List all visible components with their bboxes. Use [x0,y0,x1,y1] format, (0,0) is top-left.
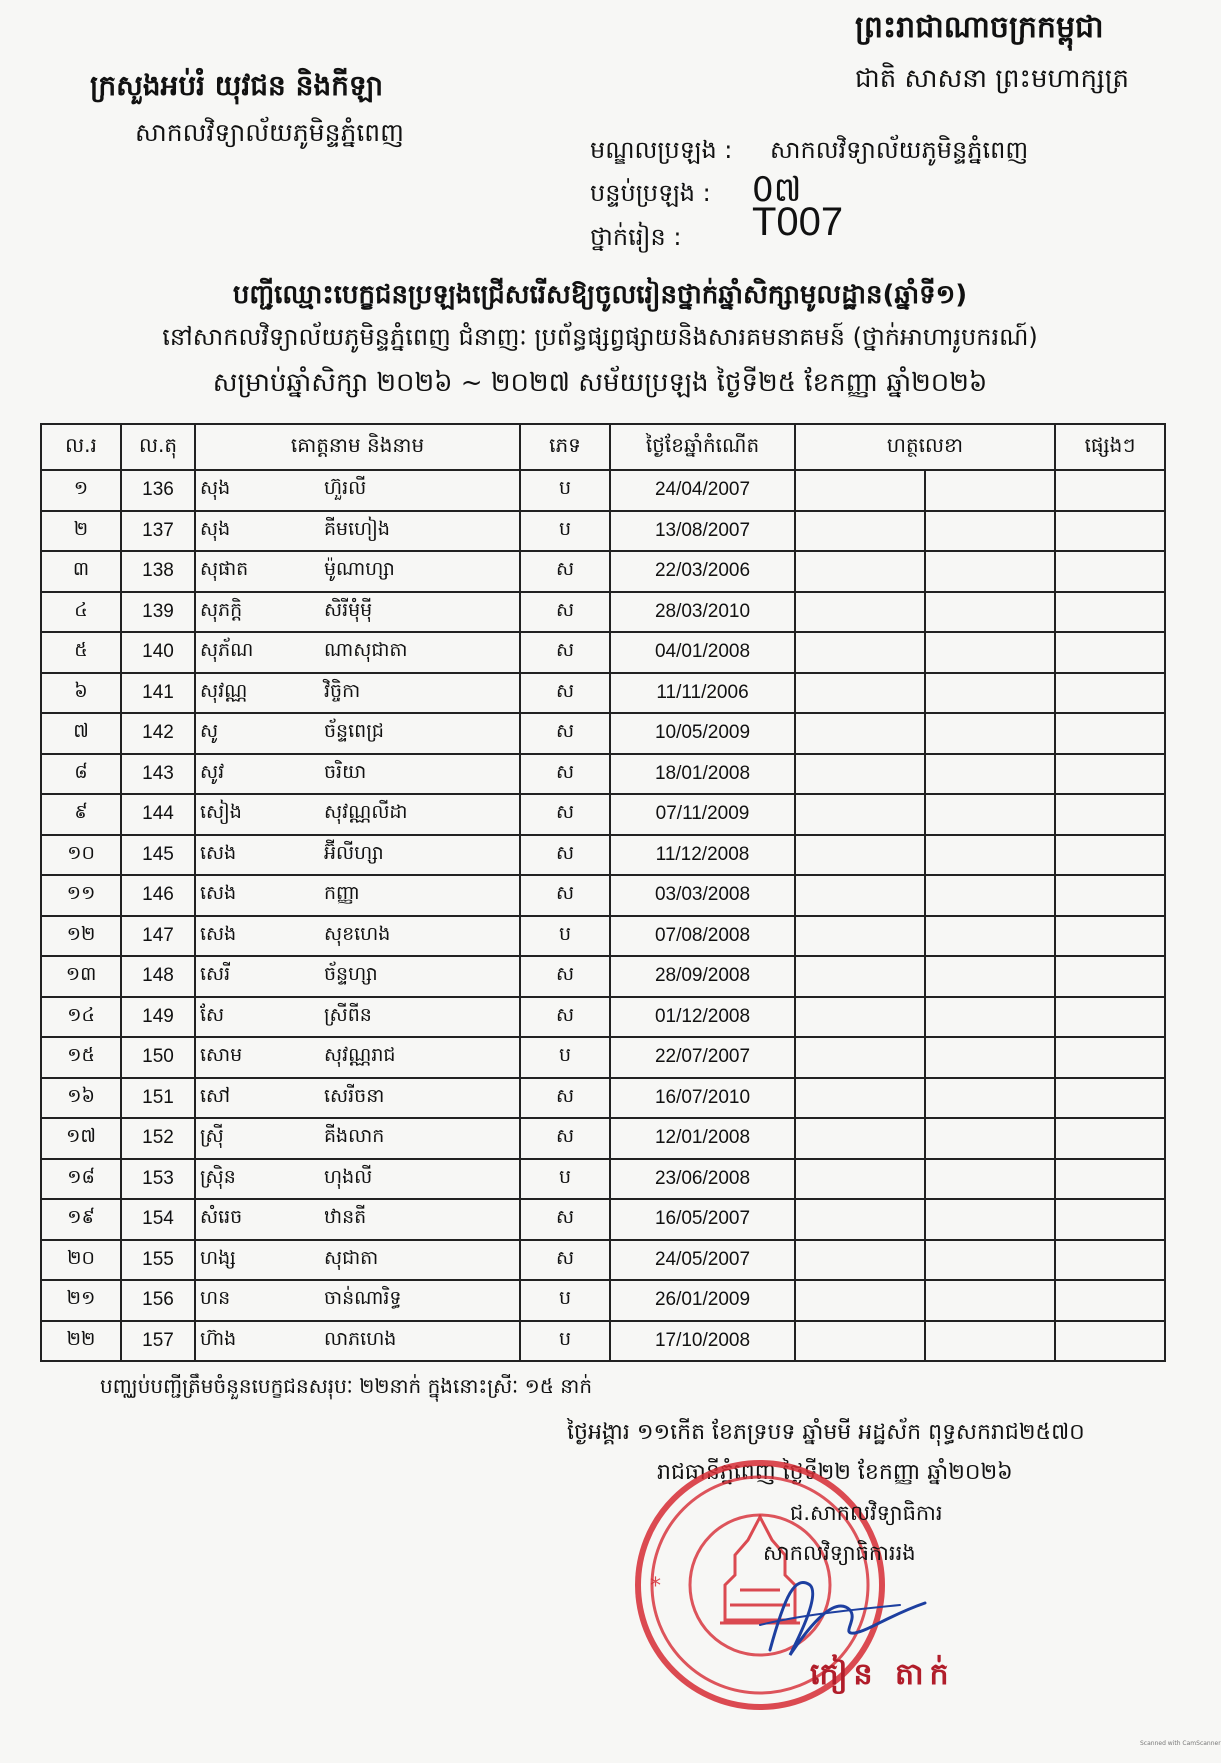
cell-signature-right [925,470,1055,511]
candidate-name [200,1286,515,1314]
cell-sex: ប [520,470,610,511]
cell-signature-left [795,673,925,714]
family-name: ហង្ស [200,1246,236,1269]
cell-sex: ប [520,1321,610,1362]
family-name: សុភ័ណ [200,639,254,662]
cell-name [195,673,520,714]
family-name: ស្រ៊ី [200,1125,224,1148]
cell-signature-right [925,1118,1055,1159]
table-row [41,551,1165,592]
cell-signature-right [925,875,1055,916]
candidate-name [200,1246,515,1274]
family-name: សៅ [200,1084,231,1107]
given-name: ច័ន្ទហ្សា [324,963,378,986]
col-header-other: ផ្សេងៗ [1055,424,1165,470]
table-row [41,673,1165,714]
cell-signature-right [925,1159,1055,1200]
city-date: រាជធានីភ្នំពេញ ថ្ងៃទី២២ ខែកញ្ញា ឆ្នាំ២០២៦ [657,1460,1013,1485]
cell-no: ១០ [41,835,121,876]
cell-signature-left [795,875,925,916]
cell-desk-id: 144 [121,794,195,835]
cell-dob: 18/01/2008 [610,754,795,795]
cell-signature-left [795,754,925,795]
col-header-signature: ហត្ថលេខា [795,424,1055,470]
cell-dob: 24/04/2007 [610,470,795,511]
cell-other [1055,997,1165,1038]
cell-other [1055,1321,1165,1362]
national-motto: ជាតិ សាសនា ព្រះមហាក្សត្រ [855,64,1129,94]
table-row [41,1037,1165,1078]
cell-dob: 07/11/2009 [610,794,795,835]
cell-no: ២០ [41,1240,121,1281]
family-name: សុង [200,477,231,500]
cell-sex: ស [520,997,610,1038]
cell-no: ៦ [41,673,121,714]
cell-sex: ស [520,875,610,916]
cell-no: ៨ [41,754,121,795]
cell-signature-left [795,1280,925,1321]
candidate-name [200,1165,515,1193]
cell-desk-id: 153 [121,1159,195,1200]
given-name: ស្រីពីន [324,1003,372,1026]
given-name: សេរីចនា [324,1084,385,1107]
table-row [41,1240,1165,1281]
cell-signature-left [795,470,925,511]
cell-sex: ប [520,1280,610,1321]
cell-name [195,511,520,552]
cell-name [195,1159,520,1200]
given-name: ចរិយា [324,760,367,783]
cell-desk-id: 141 [121,673,195,714]
table-row [41,997,1165,1038]
cell-name [195,916,520,957]
col-header-no: ល.រ [41,424,121,470]
cell-dob: 16/07/2010 [610,1078,795,1119]
table-header-row [41,424,1165,470]
table-row [41,835,1165,876]
class-label: ថ្នាក់រៀន : [590,223,682,251]
given-name: ហុងលី [324,1165,373,1188]
cell-signature-left [795,1159,925,1200]
cell-other [1055,551,1165,592]
table-row [41,916,1165,957]
cell-sex: ប [520,1159,610,1200]
cell-name [195,713,520,754]
cell-name [195,551,520,592]
table-row [41,632,1165,673]
ministry-heading: ក្រសួងអប់រំ យុវជន និងកីឡា [90,69,384,102]
cell-other [1055,632,1165,673]
cell-sex: ស [520,673,610,714]
cell-signature-left [795,794,925,835]
cell-sex: ប [520,511,610,552]
cell-desk-id: 138 [121,551,195,592]
candidate-name [200,841,515,869]
table-row [41,470,1165,511]
cell-signature-right [925,632,1055,673]
cell-signature-left [795,511,925,552]
cell-signature-left [795,916,925,957]
family-name: សេង [200,882,237,905]
cell-desk-id: 155 [121,1240,195,1281]
cell-name [195,470,520,511]
cell-desk-id: 137 [121,511,195,552]
cell-signature-right [925,956,1055,997]
cell-no: ២១ [41,1280,121,1321]
cell-sex: ស [520,956,610,997]
cell-no: ១៦ [41,1078,121,1119]
cell-desk-id: 143 [121,754,195,795]
col-header-id: ល.តុ [121,424,195,470]
cell-signature-left [795,1321,925,1362]
family-name: ហ៊ាង [200,1327,237,1350]
cell-other [1055,754,1165,795]
cell-desk-id: 147 [121,916,195,957]
table-row [41,794,1165,835]
cell-signature-left [795,713,925,754]
family-name: សំរេច [200,1206,243,1229]
cell-signature-right [925,1078,1055,1119]
table-row [41,1280,1165,1321]
cell-no: ១៩ [41,1199,121,1240]
cell-no: ១២ [41,916,121,957]
signer-role-primary: ជ.សាកលវិទ្យាធិការ [790,1501,943,1525]
candidate-name [200,476,515,504]
cell-signature-right [925,551,1055,592]
cell-name [195,997,520,1038]
cell-signature-right [925,1240,1055,1281]
cell-signature-right [925,794,1055,835]
cell-signature-left [795,1037,925,1078]
cell-signature-right [925,592,1055,633]
cell-name [195,875,520,916]
cell-other [1055,713,1165,754]
family-name: សោម [200,1044,243,1067]
cell-signature-left [795,997,925,1038]
given-name: ម៉ូណាហ្សា [324,558,395,581]
cell-desk-id: 156 [121,1280,195,1321]
given-name: សុជាតា [324,1246,379,1269]
family-name: សុង [200,517,231,540]
given-name: ណាសុជាតា [324,639,408,662]
candidate-table [40,423,1166,1362]
cell-dob: 16/05/2007 [610,1199,795,1240]
cell-no: ៤ [41,592,121,633]
cell-name [195,632,520,673]
cell-signature-left [795,1199,925,1240]
given-name: វិច្ចិកា [324,679,361,702]
cell-no: ២២ [41,1321,121,1362]
family-name: សេង [200,922,237,945]
cell-sex: ប [520,1037,610,1078]
family-name: សុភក្តិ [200,598,243,621]
cell-signature-right [925,1321,1055,1362]
cell-signature-right [925,835,1055,876]
cell-no: ១១ [41,875,121,916]
lunar-date: ថ្ងៃអង្គារ ១១កើត ខែភទ្របទ ឆ្នាំមមី អដ្ឋស័ក ពុទ្ធសករាជ២៥៧០ [567,1420,1085,1445]
cell-signature-left [795,551,925,592]
candidate-name [200,1327,515,1355]
candidate-name [200,760,515,788]
candidate-name [200,557,515,585]
table-row [41,1321,1165,1362]
cell-other [1055,916,1165,957]
cell-other [1055,875,1165,916]
cell-no: ១៤ [41,997,121,1038]
candidate-table-body [41,470,1165,1361]
cell-desk-id: 152 [121,1118,195,1159]
given-name: លាភហេង [324,1327,397,1350]
family-name: សៀង [200,801,242,824]
cell-desk-id: 151 [121,1078,195,1119]
cell-sex: ស [520,754,610,795]
cell-desk-id: 154 [121,1199,195,1240]
cell-signature-left [795,1118,925,1159]
svg-text:*: * [650,1574,661,1599]
cell-signature-left [795,632,925,673]
cell-dob: 10/05/2009 [610,713,795,754]
table-row [41,1078,1165,1119]
family-name: ហន [200,1287,231,1310]
cell-signature-left [795,956,925,997]
document-title: បញ្ជីឈ្មោះបេក្ខជនប្រឡងជ្រើសរើសឱ្យចូលរៀនថ្នាក់ឆ្នាំសិក្សាមូលដ្ឋាន(ឆ្នាំទី១) [232,280,968,310]
cell-dob: 12/01/2008 [610,1118,795,1159]
cell-no: ១ [41,470,121,511]
candidate-name [200,598,515,626]
cell-other [1055,470,1165,511]
cell-sex: ស [520,713,610,754]
cell-dob: 24/05/2007 [610,1240,795,1281]
table-row [41,1159,1165,1200]
cell-dob: 22/07/2007 [610,1037,795,1078]
candidate-name [200,1205,515,1233]
col-header-sex: ភេទ [520,424,610,470]
cell-other [1055,673,1165,714]
candidate-name [200,679,515,707]
cell-desk-id: 136 [121,470,195,511]
table-row [41,1199,1165,1240]
cell-no: ១៣ [41,956,121,997]
family-name: សេង [200,841,237,864]
cell-signature-left [795,1240,925,1281]
cell-sex: ស [520,1240,610,1281]
given-name: កញ្ញា [324,882,360,905]
cell-signature-left [795,592,925,633]
cell-sex: ប [520,916,610,957]
cell-desk-id: 148 [121,956,195,997]
cell-sex: ស [520,794,610,835]
cell-dob: 11/11/2006 [610,673,795,714]
cell-other [1055,1159,1165,1200]
cell-other [1055,1118,1165,1159]
given-name: គីមហៀង [324,517,390,540]
cell-signature-right [925,1280,1055,1321]
cell-dob: 01/12/2008 [610,997,795,1038]
cell-desk-id: 149 [121,997,195,1038]
cell-desk-id: 139 [121,592,195,633]
given-name: ច័ន្ទពេជ្រ [324,720,384,743]
cell-no: ១៨ [41,1159,121,1200]
cell-dob: 23/06/2008 [610,1159,795,1200]
cell-no: ១៧ [41,1118,121,1159]
cell-other [1055,1078,1165,1119]
cell-signature-left [795,1078,925,1119]
cell-name [195,956,520,997]
exam-center-value: សាកលវិទ្យាល័យភូមិន្ទភ្នំពេញ [770,136,1029,164]
given-name: ចាន់ណារិទ្ធ [324,1287,402,1310]
cell-other [1055,956,1165,997]
table-row [41,875,1165,916]
cell-other [1055,1037,1165,1078]
cell-name [195,1280,520,1321]
cell-dob: 22/03/2006 [610,551,795,592]
cell-dob: 13/08/2007 [610,511,795,552]
cell-dob: 03/03/2008 [610,875,795,916]
cell-signature-right [925,997,1055,1038]
cell-no: ៥ [41,632,121,673]
given-name: សុខហេង [324,922,391,945]
cell-other [1055,1240,1165,1281]
candidate-name [200,517,515,545]
cell-name [195,794,520,835]
cell-sex: ស [520,551,610,592]
family-name: សុផាត [200,558,249,581]
cell-name [195,1037,520,1078]
cell-no: ៧ [41,713,121,754]
cell-signature-right [925,673,1055,714]
cell-desk-id: 157 [121,1321,195,1362]
table-row [41,713,1165,754]
candidate-name [200,922,515,950]
table-row [41,754,1165,795]
cell-other [1055,511,1165,552]
cell-name [195,835,520,876]
cell-dob: 17/10/2008 [610,1321,795,1362]
candidate-name [200,1084,515,1112]
university-name: សាកលវិទ្យាល័យភូមិន្ទភ្នំពេញ [135,118,404,147]
table-row [41,592,1165,633]
cell-name [195,754,520,795]
kingdom-heading: ព្រះរាជាណាចក្រកម្ពុជា [855,10,1104,45]
cell-name [195,1240,520,1281]
cell-no: ១៥ [41,1037,121,1078]
candidate-name [200,719,515,747]
cell-signature-left [795,835,925,876]
candidate-name [200,1124,515,1152]
cell-other [1055,1280,1165,1321]
cell-dob: 11/12/2008 [610,835,795,876]
cell-sex: ស [520,1199,610,1240]
signer-role-secondary: សាកលវិទ្យាធិការរង [763,1541,916,1565]
cell-signature-right [925,511,1055,552]
candidate-name [200,962,515,990]
candidate-name [200,1003,515,1031]
signer-name: កៀន តាក់ [810,1657,955,1692]
cell-signature-right [925,916,1055,957]
cell-dob: 04/01/2008 [610,632,795,673]
cell-name [195,1078,520,1119]
cell-other [1055,592,1165,633]
cell-sex: ស [520,1078,610,1119]
cell-desk-id: 140 [121,632,195,673]
given-name: គីងលាក [324,1125,385,1148]
cell-no: ៩ [41,794,121,835]
cell-sex: ស [520,835,610,876]
cell-signature-right [925,1199,1055,1240]
family-name: ស្រ៊ិន [200,1165,236,1188]
cell-name [195,592,520,633]
given-name: សុវណ្ណលីដា [324,801,408,824]
cell-desk-id: 145 [121,835,195,876]
cell-sex: ស [520,592,610,633]
cell-signature-right [925,754,1055,795]
table-row [41,511,1165,552]
summary-note: បញ្ឈប់បញ្ជីត្រឹមចំនួនបេក្ខជនសរុបៈ ២២នាក់ ក្នុងនោះស្រីៈ ១៥ នាក់ [100,1374,593,1398]
exam-room-value: 0៧ [752,170,802,210]
family-name: សែ [200,1003,225,1026]
exam-room-label: បន្ទប់ប្រឡង : [590,179,711,207]
candidate-name [200,800,515,828]
cell-desk-id: 146 [121,875,195,916]
candidate-name [200,881,515,909]
cell-other [1055,835,1165,876]
family-name: សុវណ្ណ [200,679,248,702]
exam-center-label: មណ្ឌលប្រឡង : [590,136,733,164]
family-name: សេរី [200,963,231,986]
cell-no: ២ [41,511,121,552]
scanner-watermark: Scanned with CamScanner [1140,1740,1221,1747]
given-name: អ៊ីលីហ្សា [324,841,384,864]
cell-desk-id: 142 [121,713,195,754]
given-name: សុវណ្ណរាជ [324,1044,396,1067]
col-header-dob: ថ្ងៃខែឆ្នាំកំណើត [610,424,795,470]
given-name: ហ៊ួរលី [324,477,367,500]
cell-signature-right [925,713,1055,754]
cell-name [195,1321,520,1362]
cell-signature-right [925,1037,1055,1078]
cell-no: ៣ [41,551,121,592]
cell-sex: ស [520,1118,610,1159]
document-session: សម្រាប់ឆ្នាំសិក្សា ២០២៦ ~ ២០២៧ សម័យប្រឡង ថ្ងៃទី២៥ ខែកញ្ញា ឆ្នាំ២០២៦ [212,368,988,398]
family-name: សូវ [200,760,225,783]
cell-dob: 28/03/2010 [610,592,795,633]
cell-other [1055,1199,1165,1240]
cell-dob: 07/08/2008 [610,916,795,957]
cell-name [195,1199,520,1240]
cell-dob: 26/01/2009 [610,1280,795,1321]
table-row [41,1118,1165,1159]
cell-name [195,1118,520,1159]
table-row [41,956,1165,997]
document-subtitle: នៅសាកលវិទ្យាល័យភូមិន្ទភ្នំពេញ ជំនាញៈ ប្រព័ន្ធផ្សព្វផ្សាយនិងសារគមនាគមន៍ (ថ្នាក់អាហារូបករណ៍) [162,323,1038,351]
family-name: សូ [200,720,219,743]
cell-other [1055,794,1165,835]
cell-dob: 28/09/2008 [610,956,795,997]
candidate-name [200,638,515,666]
candidate-name [200,1043,515,1071]
given-name: ឋានតី [324,1206,367,1229]
cell-desk-id: 150 [121,1037,195,1078]
class-value: T007 [752,200,844,244]
cell-sex: ស [520,632,610,673]
col-header-name: គោត្តនាម និងនាម [195,424,520,470]
given-name: សិរីមុំម៉ី [324,598,373,621]
